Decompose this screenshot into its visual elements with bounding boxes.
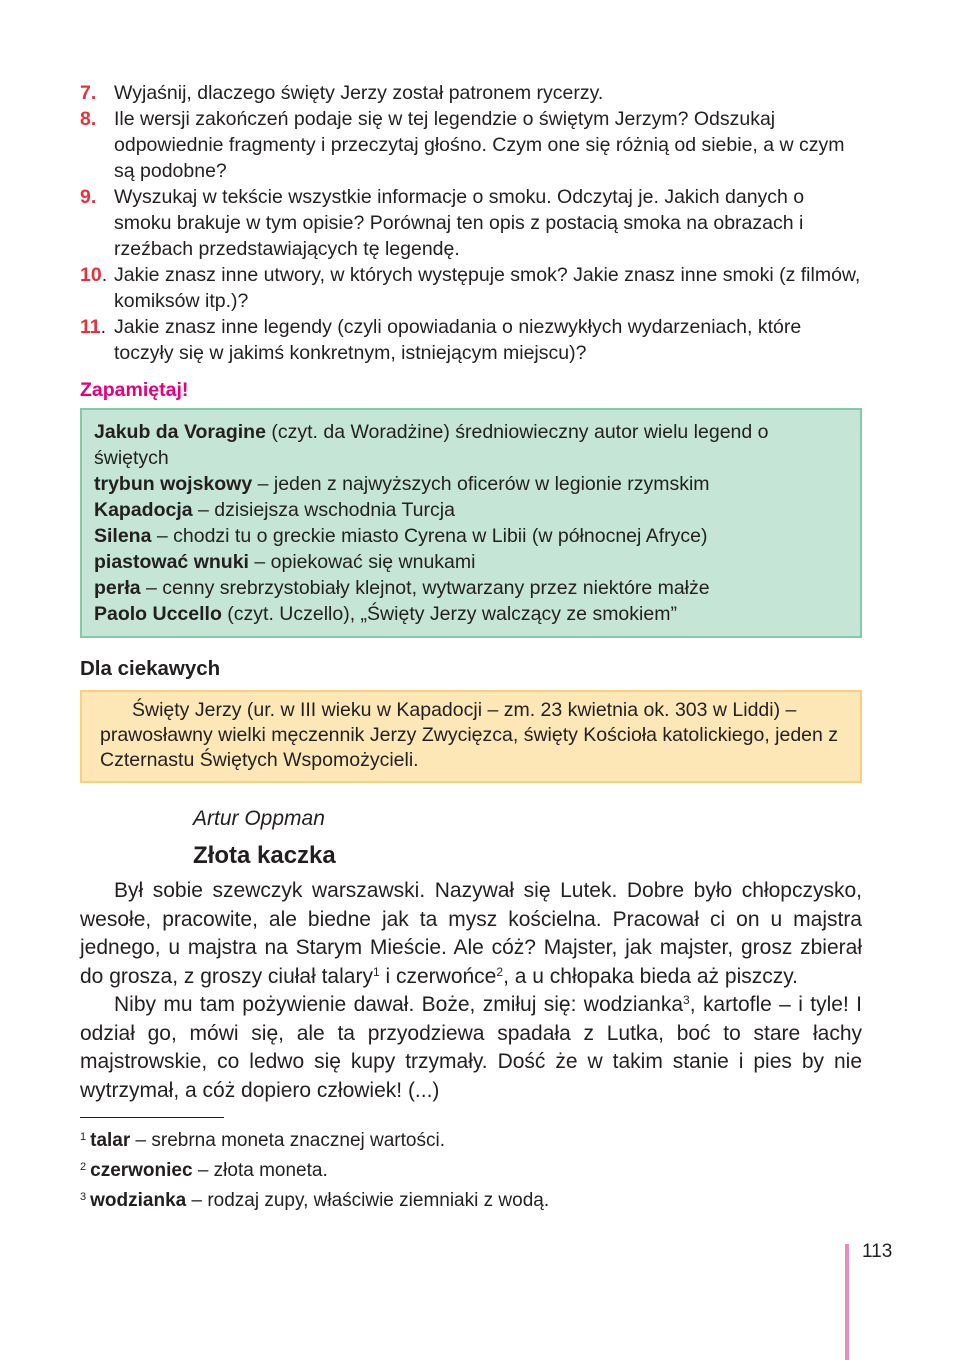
footnote-ref: 3 <box>683 993 690 1007</box>
question-number: 7. <box>80 82 97 104</box>
glossary-term: Kapadocja <box>94 499 193 521</box>
question-number: 8. <box>80 108 97 130</box>
glossary-term: Jakub da Voragine <box>94 421 266 443</box>
question-item <box>80 262 862 314</box>
question-number: 9. <box>80 186 97 208</box>
story-paragraph: Był sobie szewczyk warszawski. Nazywał się Lutek. Dobre było chłopczysko, wesołe, pracowite, ale biedne jak ta mysz kościelna. Pracował ci on u majstra jednego, u majstra na Starym Mieście. Ale cóż? Majster, jak majster, grosz zbierał do grosza, z groszy ciułał talary$^1$ i czerwońce$^2$, a u chłopaka bieda aż piszczy. <box>80 879 862 988</box>
footnote-ref: 1 <box>372 964 380 979</box>
glossary-definition: – dzisiejsza wschodnia Turcja <box>192 499 455 521</box>
glossary-entry <box>94 497 848 523</box>
glossary-term: perła <box>94 577 141 599</box>
story-author: Artur Oppman <box>193 807 325 830</box>
footnote-ref: 2 <box>496 964 504 979</box>
footnote-item: $^2$ czerwoniec – złota moneta. <box>80 1160 328 1181</box>
glossary-entry <box>94 471 848 497</box>
page-number: 113 <box>862 1241 893 1262</box>
glossary-box <box>80 408 862 638</box>
footnote-item: $^1$ talar – srebrna moneta znacznej wartości. <box>80 1130 445 1151</box>
footnote-divider <box>80 1117 224 1118</box>
glossary-entry <box>94 523 848 549</box>
glossary-definition: (czyt. da Woradżine) średniowieczny autor wielu legend o świętych <box>94 421 769 469</box>
curious-box <box>80 690 862 783</box>
glossary-definition: – opiekować się wnukami <box>248 551 476 573</box>
question-text: Jakie znasz inne utwory, w których występuje smok? Jakie znasz inne smoki (z filmów, komiksów itp.)? <box>114 264 861 312</box>
question-item <box>80 314 862 366</box>
glossary-term: Silena <box>94 525 152 547</box>
glossary-entry <box>94 601 848 627</box>
story-body <box>80 877 862 1105</box>
glossary-term: Paolo Uccello <box>94 603 222 625</box>
footnote-item: $^3$ wodzianka – rodzaj zupy, właściwie ziemniaki z wodą. <box>80 1190 550 1211</box>
question-text: Wyjaśnij, dlaczego święty Jerzy został patronem rycerzy. <box>114 82 604 104</box>
page-content <box>80 80 862 1214</box>
glossary-entry <box>94 575 848 601</box>
question-item <box>80 106 862 184</box>
glossary-term: piastować wnuki <box>94 551 249 573</box>
glossary-term: trybun wojskowy <box>94 473 253 495</box>
glossary-definition: – chodzi tu o greckie miasto Cyrena w Libii (w północnej Afryce) <box>151 525 708 547</box>
question-number: 10. <box>80 264 108 286</box>
remember-heading: Zapamiętaj! <box>80 379 189 401</box>
question-item <box>80 184 862 262</box>
curious-text: Święty Jerzy (ur. w III wieku w Kapadocji – zm. 23 kwietnia ok. 303 w Liddi) – prawosławny wielki męczennik Jerzy Zwycięzca, święty Kościoła katolickiego, jeden z Czternastu Świętych Wspomożycieli. <box>100 699 839 771</box>
glossary-definition: – cenny srebrzystobiały klejnot, wytwarzany przez niektóre małże <box>140 577 710 599</box>
question-text: Wyszukaj w tekście wszystkie informacje o smoku. Odczytaj je. Jakich danych o smoku brakuje w tym opisie? Porównaj ten opis z postacią smoka na obrazach i rzeźbach przedstawiających tę legendę. <box>114 186 805 260</box>
question-text: Ile wersji zakończeń podaje się w tej legendzie o świętym Jerzym? Odszukaj odpowiednie fragmenty i przeczytaj głośno. Czym one się różnią od siebie, a w czym są podobne? <box>114 108 845 182</box>
glossary-entry <box>94 549 848 575</box>
story-title: Złota kaczka <box>193 842 336 869</box>
question-number: 11. <box>80 316 107 338</box>
glossary-definition: (czyt. Uczello), „Święty Jerzy walczący ze smokiem” <box>221 603 677 625</box>
story-paragraph: Niby mu tam pożywienie dawał. Boże, zmiłuj się: wodzianka$^3$, kartofle – i tyle! I odział go, mówi się, ale ta przyodziewa spadała z Lutka, boć to stare łachy majstrowskie, co ledwo się kupy trzymały. Dość że w takim stanie i pies by nie wytrzymał, a cóż dopiero człowiek! (...) <box>80 993 862 1102</box>
footnotes <box>80 1124 862 1214</box>
glossary-definition: – jeden z najwyższych oficerów w legionie rzymskim <box>252 473 710 495</box>
questions-list <box>80 80 862 366</box>
question-text: Jakie znasz inne legendy (czyli opowiadania o niezwykłych wydarzeniach, które toczyły się w jakimś konkretnym, istniejącym miejscu)? <box>114 316 802 364</box>
glossary-entry <box>94 419 848 471</box>
curious-heading: Dla ciekawych <box>80 657 221 680</box>
page-margin-bar <box>845 1244 849 1360</box>
question-item <box>80 80 862 106</box>
